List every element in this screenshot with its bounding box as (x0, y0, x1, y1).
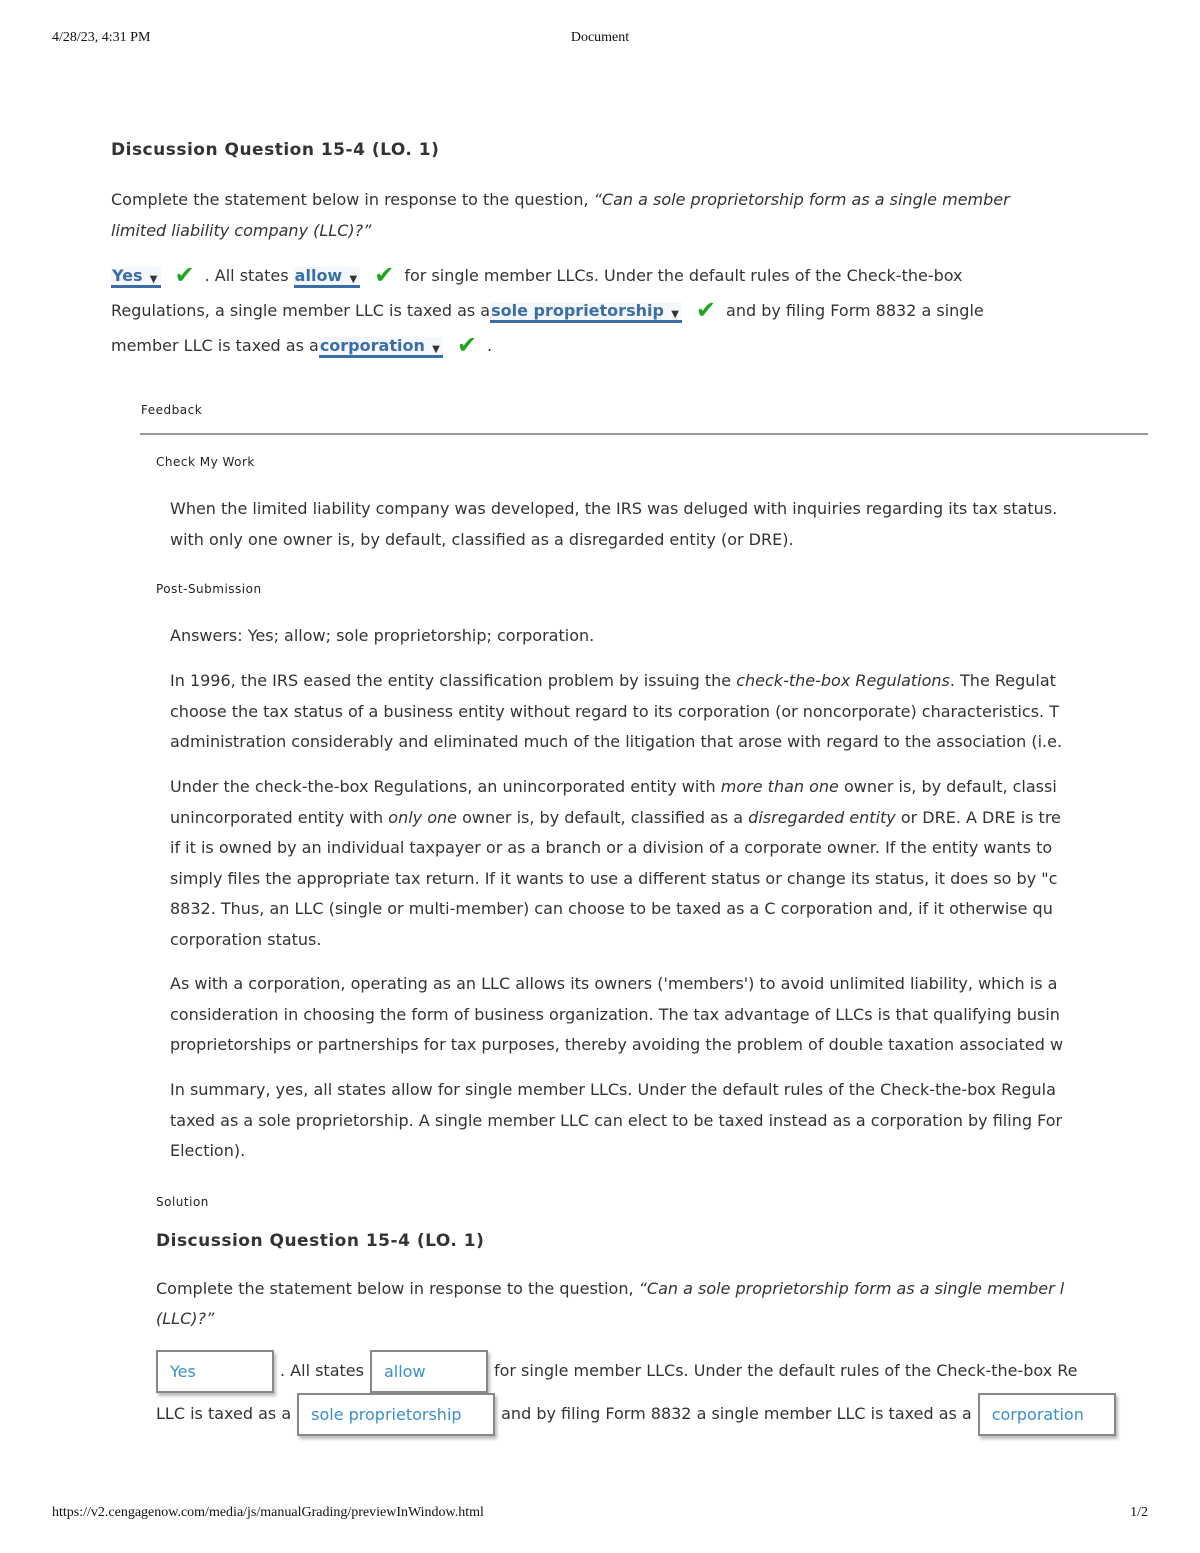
question-title: Discussion Question 15-4 (LO. 1) (111, 140, 440, 160)
post-submission-label: Post-Submission (156, 582, 262, 596)
text-line: with only one owner is, by default, classified as a disregarded entity (or DRE). (170, 529, 794, 549)
text-line: or DRE. A DRE is tre (895, 807, 1061, 827)
chevron-down-icon: ▼ (671, 309, 679, 320)
statement-text: LLC is taxed as a (156, 1404, 292, 1423)
text-line: administration considerably and eliminated much of the litigation that arose with regard to the association (i.e. (170, 732, 1063, 751)
text-line: if it is owned by an individual taxpayer or as a branch or a division of a corporate owner. If the entity wants to (170, 838, 1053, 857)
checkmark-icon: ✔ (695, 296, 717, 324)
text-line: proprietorships or partnerships for tax purposes, thereby avoiding the problem of double taxation associated w (170, 1035, 1064, 1054)
checkmark-icon: ✔ (374, 261, 395, 289)
solution-answer-2: allow (370, 1350, 488, 1393)
check-my-work-label: Check My Work (156, 455, 255, 469)
prompt-text: Complete the statement below in response to the question, (111, 190, 594, 209)
prompt-quote-2: limited liability company (LLC)?” (111, 221, 372, 240)
post-paragraph-4 (170, 1075, 1148, 1167)
answer-dropdown-4[interactable] (319, 337, 443, 358)
text-line: owner is, by default, classi (838, 777, 1057, 796)
statement-text: . (486, 336, 493, 355)
question-prompt (111, 184, 1111, 246)
checkmark-icon: ✔ (456, 331, 477, 359)
statement-text: for single member LLCs. Under the default rules of the Check-the-box (404, 266, 963, 285)
answer-dropdown-3[interactable] (490, 302, 682, 323)
statement-text: and by filing Form 8832 a single member LLC is taxed as a (501, 1404, 972, 1423)
prompt-quote-1: “Can a sole proprietorship form as a single member (593, 190, 1010, 209)
text-emphasis: disregarded entity (748, 807, 896, 827)
print-url: https://v2.cengagenow.com/media/js/manualGrading/previewInWindow.html (52, 1505, 484, 1520)
statement-text: . All states (280, 1361, 364, 1380)
post-paragraph-1 (170, 666, 1148, 758)
prompt-quote-1: “Can a sole proprietorship form as a single member l (638, 1279, 1065, 1298)
text-line: As with a corporation, operating as an LLC allows its owners ('members') to avoid unlimited liability, which is a (170, 974, 1058, 993)
solution-title: Discussion Question 15-4 (LO. 1) (156, 1231, 485, 1251)
text-line: unincorporated entity with (170, 807, 389, 827)
text-emphasis: only one (388, 807, 457, 827)
text-line: . The Regulat (949, 671, 1056, 690)
text-line: owner is, by default, classified as a (456, 807, 749, 827)
text-emphasis: more than one (720, 777, 839, 796)
text-line: simply files the appropriate tax return. If it wants to use a different status or change its status, it does so by "c (170, 868, 1058, 888)
solution-line-2 (156, 1393, 1148, 1437)
feedback-divider (140, 433, 1148, 435)
solution-label: Solution (156, 1195, 209, 1209)
text-line: taxed as a sole proprietorship. A single member LLC can elect to be taxed instead as a corporation by filing For (170, 1110, 1063, 1130)
dropdown-value: allow (294, 266, 343, 285)
statement-text: Regulations, a single member LLC is taxed as a (111, 301, 491, 320)
solution-answer-3: sole proprietorship (297, 1393, 495, 1436)
text-line: In summary, yes, all states allow for single member LLCs. Under the default rules of the Check-the-box Regula (170, 1080, 1056, 1099)
prompt-text: Complete the statement below in response to the question, (156, 1279, 639, 1298)
dropdown-value: corporation (319, 336, 425, 355)
check-my-work-text (170, 494, 1148, 555)
chevron-down-icon: ▼ (432, 344, 440, 355)
dropdown-value: sole proprietorship (491, 301, 664, 320)
text-line: When the limited liability company was developed, the IRS was deluged with inquiries regarding its tax status. (170, 499, 1058, 518)
checkmark-icon: ✔ (174, 261, 195, 289)
solution-answer-4: corporation (978, 1393, 1116, 1436)
answer-dropdown-1[interactable] (111, 267, 161, 288)
text-line: In 1996, the IRS eased the entity classification problem by issuing the (170, 671, 737, 690)
text-line: consideration in choosing the form of business organization. The tax advantage of LLCs is that qualifying busin (170, 1004, 1060, 1024)
post-paragraph-2 (170, 772, 1148, 955)
text-line: Under the check-the-box Regulations, an unincorporated entity with (170, 777, 721, 796)
feedback-label: Feedback (141, 403, 203, 417)
solution-answer-1: Yes (156, 1350, 274, 1393)
text-line: 8832. Thus, an LLC (single or multi-member) can choose to be taxed as a C corporation and, if it otherwise qu (170, 899, 1053, 918)
text-line: choose the tax status of a business entity without regard to its corporation (or noncorporate) characteristics. T (170, 701, 1059, 721)
answer-dropdown-2[interactable] (294, 267, 361, 288)
print-datetime: 4/28/23, 4:31 PM (52, 30, 151, 45)
solution-line-1 (156, 1350, 1148, 1394)
chevron-down-icon: ▼ (149, 274, 158, 285)
dropdown-value: Yes (112, 266, 143, 285)
post-paragraph-3 (170, 969, 1148, 1061)
text-line: corporation status. (170, 929, 322, 949)
text-emphasis: check-the-box Regulations (736, 671, 950, 690)
statement-text: member LLC is taxed as a (111, 336, 319, 355)
print-page-number: 1/2 (1130, 1505, 1148, 1520)
print-doc-title: Document (570, 30, 630, 45)
text-line: Election). (170, 1141, 246, 1160)
question-statement (111, 258, 1111, 363)
answers-line: Answers: Yes; allow; sole proprietorship; corporation. (170, 626, 595, 645)
statement-text: . All states (204, 266, 289, 285)
statement-text: and by filing Form 8832 a single (726, 301, 984, 320)
chevron-down-icon: ▼ (349, 274, 358, 285)
solution-prompt (156, 1274, 1148, 1334)
statement-text: for single member LLCs. Under the default rules of the Check-the-box Re (493, 1361, 1078, 1380)
prompt-quote-2: (LLC)?” (156, 1309, 215, 1328)
